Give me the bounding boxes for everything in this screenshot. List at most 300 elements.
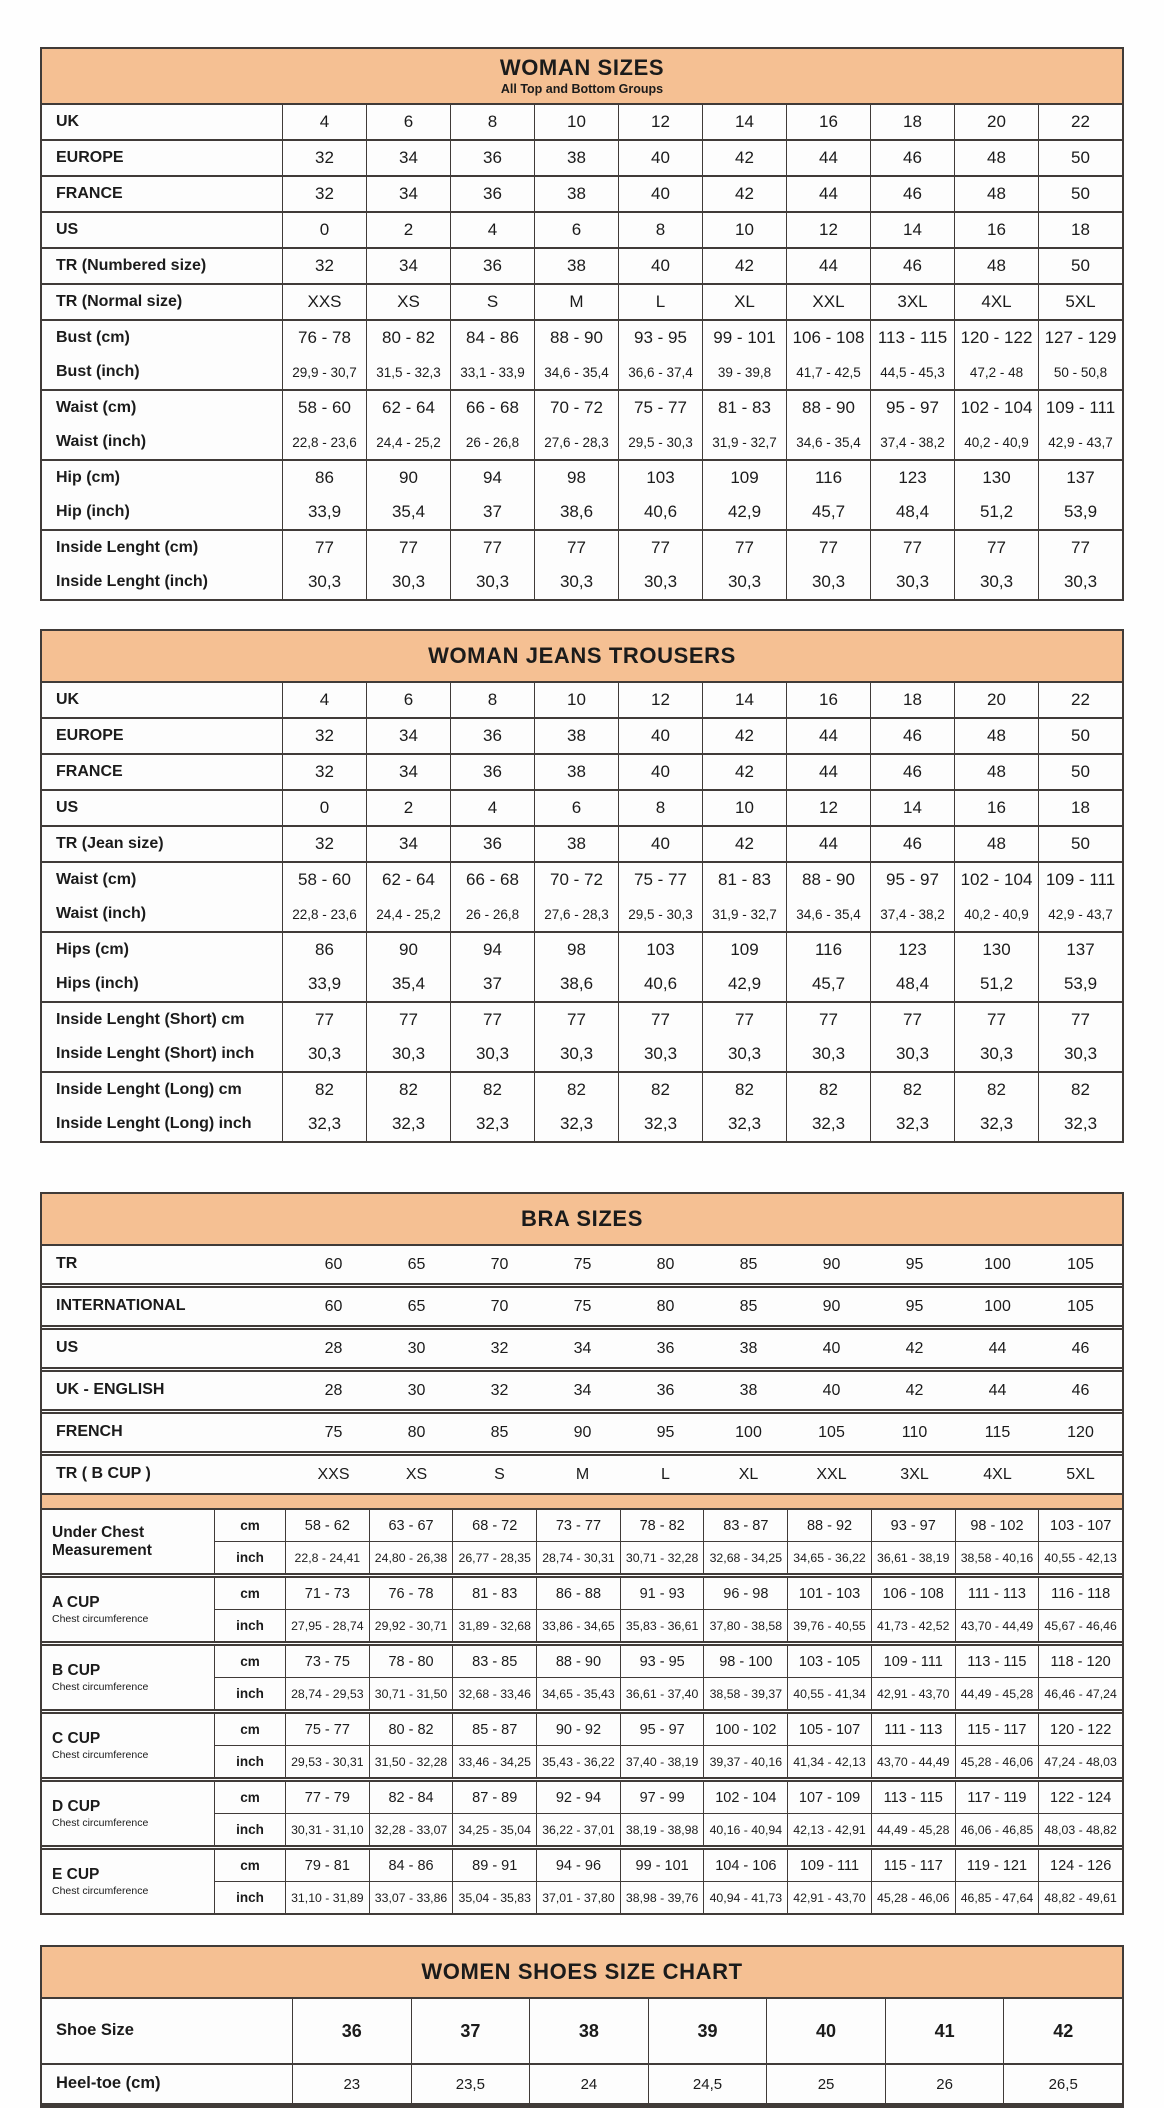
table-cell: 77 [870,1003,954,1037]
table-cell: 86 [282,461,366,495]
table-cell: 36 [292,1999,411,2063]
table-cell: 82 [702,1073,786,1107]
table-row [215,1813,1122,1845]
table-cell: 111 - 113 [871,1714,955,1745]
table-cell: 48 [954,755,1038,789]
table-cell: 107 - 109 [787,1782,871,1813]
table-cell: 42 [702,719,786,753]
table-cell: 34 [366,177,450,211]
table-cell: 77 [870,531,954,565]
table-cell: 50 [1038,141,1122,175]
table-cell: 27,95 - 28,74 [285,1610,369,1641]
table-cell: 45,67 - 46,46 [1038,1610,1122,1641]
table-cell: 23,5 [411,2065,530,2103]
row-group [42,1283,1122,1325]
table-cell: 32,3 [870,1107,954,1141]
table-cell: 32,68 - 34,25 [703,1542,787,1573]
row-group [42,931,1122,1001]
table-cell: 30,3 [702,1037,786,1071]
row-group [42,105,1122,139]
table-cell: 38 [534,249,618,283]
table-cell: 48 [954,827,1038,861]
table-cell: 41,73 - 42,52 [871,1610,955,1641]
row-label: US [56,220,79,238]
row-group [42,211,1122,247]
table-cell: 29,9 - 30,7 [282,355,366,389]
table-cell: 30,3 [534,1037,618,1071]
table-cell: 116 [786,461,870,495]
table-cell: 120 - 122 [1038,1714,1122,1745]
row-group [42,1510,1122,1573]
row-label: Heel-toe (cm) [56,2074,161,2093]
row-label: EUROPE [56,148,124,166]
unit-label: inch [236,1618,264,1633]
row-label: Inside Lenght (Long) inch [56,1114,252,1132]
table-cell: 30,3 [1038,1037,1122,1071]
table-cell: 34,6 - 35,4 [786,425,870,459]
table-row [42,1003,1122,1037]
table-cell: 40 [822,1381,841,1399]
table-cell: 98 - 102 [955,1510,1039,1541]
row-label: UK - ENGLISH [56,1381,165,1399]
table-cell: 31,5 - 32,3 [366,355,450,389]
table-cell: 106 - 108 [786,321,870,355]
row-group [42,529,1122,599]
table-cell: 86 [282,933,366,967]
table-cell: 82 [1038,1073,1122,1107]
table-cell: 77 [1038,531,1122,565]
table-cell: 68 - 72 [452,1510,536,1541]
table-cell: 97 - 99 [620,1782,704,1813]
table-row [42,827,1122,861]
woman-sizes-title: WOMAN SIZES [499,55,665,80]
table-cell: 24 [529,2065,648,2103]
table-cell: 40,94 - 41,73 [703,1882,787,1913]
table-cell: 48,4 [870,967,954,1001]
table-cell: 24,80 - 26,38 [369,1542,453,1573]
woman-sizes-header [42,49,1122,105]
row-sublabel-text: Chest circumference [52,1749,149,1762]
table-cell: 90 [366,461,450,495]
table-cell: 10 [702,213,786,247]
table-cell: 30,3 [534,565,618,599]
table-cell: 35,43 - 36,22 [536,1746,620,1777]
row-label: Waist (inch) [56,904,147,922]
table-cell: 80 - 82 [366,321,450,355]
table-cell: 40,2 - 40,9 [954,897,1038,931]
table-cell: 38,58 - 40,16 [955,1542,1039,1573]
table-row [42,897,1122,931]
row-label: FRANCE [56,184,123,202]
table-row [42,177,1122,211]
table-cell: 116 - 118 [1038,1578,1122,1609]
table-cell: 24,4 - 25,2 [366,425,450,459]
row-label: UK [56,112,80,130]
table-cell: 77 [786,531,870,565]
table-cell: 31,50 - 32,28 [369,1746,453,1777]
row-group [42,175,1122,211]
table-cell: 123 [870,933,954,967]
row-label: FRENCH [56,1423,123,1441]
table-cell: 103 [618,461,702,495]
table-cell: 44,49 - 45,28 [955,1678,1039,1709]
row-group [42,319,1122,389]
table-cell: 100 [735,1423,762,1441]
table-cell: 34,25 - 35,04 [452,1814,536,1845]
row-label [42,1850,215,1913]
table-cell: 30,3 [618,565,702,599]
unit-label: inch [236,1754,264,1769]
table-cell: 30,3 [870,565,954,599]
table-cell: 39 [648,1999,767,2063]
table-cell: 27,6 - 28,3 [534,425,618,459]
table-cell: 89 - 91 [452,1850,536,1881]
table-cell: 37,4 - 38,2 [870,425,954,459]
jeans-trousers-title: WOMAN JEANS TROUSERS [428,643,736,668]
row-label: TR (Normal size) [56,292,183,310]
row-sublabel-text: Chest circumference [52,1817,149,1830]
table-cell: 46 [870,827,954,861]
table-cell: 45,7 [786,495,870,529]
row-group [42,389,1122,459]
table-cell: 50 [1038,827,1122,861]
table-cell: 71 - 73 [285,1578,369,1609]
row-subrows [215,1578,1122,1641]
table-cell: 40 [618,141,702,175]
table-cell: 36 [450,827,534,861]
table-cell: 20 [954,105,1038,139]
table-cell: 82 [366,1073,450,1107]
table-cell: 44 [786,249,870,283]
table-cell: 14 [702,105,786,139]
table-cell: 32 [282,755,366,789]
table-cell: 76 - 78 [369,1578,453,1609]
table-cell: 0 [282,213,366,247]
table-cell: XL [702,285,786,319]
unit-label: cm [240,1654,260,1669]
table-cell: 10 [534,105,618,139]
table-cell: 40,6 [618,967,702,1001]
table-cell: 29,5 - 30,3 [618,897,702,931]
table-cell: 33,9 [282,495,366,529]
table-cell: 92 - 94 [536,1782,620,1813]
table-cell: 40,55 - 42,13 [1038,1542,1122,1573]
table-cell: 31,9 - 32,7 [702,897,786,931]
row-label: TR [56,1255,78,1273]
table-row [42,683,1122,717]
table-cell: 38 [534,755,618,789]
table-cell: 33,07 - 33,86 [369,1882,453,1913]
table-cell: 120 - 122 [954,321,1038,355]
table-cell: 32,3 [450,1107,534,1141]
table-cell: 3XL [900,1465,929,1483]
table-cell: 16 [786,683,870,717]
table-cell: 75 [573,1255,592,1273]
table-cell: 48 [954,719,1038,753]
row-label: EUROPE [56,726,124,744]
table-cell: 26 - 26,8 [450,425,534,459]
table-cell: 32 [282,827,366,861]
table-cell: 30,3 [366,1037,450,1071]
table-cell: 30,3 [282,565,366,599]
woman-sizes-body [42,105,1122,599]
table-cell: 33,1 - 33,9 [450,355,534,389]
table-cell: S [494,1465,505,1483]
table-cell: 4XL [983,1465,1012,1483]
table-cell: 34 [366,249,450,283]
table-row [42,1330,1122,1367]
table-cell: 77 [366,1003,450,1037]
table-cell: 83 - 87 [703,1510,787,1541]
row-label [42,1714,215,1777]
table-cell: 109 [702,461,786,495]
table-cell: 30,3 [618,1037,702,1071]
table-cell: 76 - 78 [282,321,366,355]
table-cell: 30,71 - 31,50 [369,1678,453,1709]
table-cell: 28 [324,1381,343,1399]
table-cell: 18 [1038,791,1122,825]
table-cell: 45,7 [786,967,870,1001]
table-row [42,1999,1122,2063]
table-cell: 34,65 - 35,43 [536,1678,620,1709]
table-cell: 73 - 75 [285,1646,369,1677]
table-cell: 46 [1071,1339,1090,1357]
table-cell: 110 [901,1423,928,1441]
table-cell: 80 [656,1255,675,1273]
table-cell: 88 - 90 [786,391,870,425]
table-cell: 58 - 60 [282,391,366,425]
row-subrows [215,1646,1122,1709]
row-label: Shoe Size [56,2021,134,2040]
table-cell: 36 [656,1381,675,1399]
table-cell: 82 [870,1073,954,1107]
table-cell: 85 [490,1423,509,1441]
table-cell: 98 [534,933,618,967]
unit-label: cm [240,1722,260,1737]
woman-sizes-subtitle: All Top and Bottom Groups [500,82,664,96]
table-cell: 94 [450,933,534,967]
table-cell: 35,04 - 35,83 [452,1882,536,1913]
row-label: Hips (inch) [56,974,139,992]
table-cell: 80 [407,1423,426,1441]
table-cell: 30,3 [786,1037,870,1071]
shoes-size-header [42,1947,1122,1999]
table-cell: 43,70 - 44,49 [871,1746,955,1777]
row-group [42,283,1122,319]
table-cell: 88 - 90 [534,321,618,355]
table-cell: 8 [450,683,534,717]
table-cell: 109 - 111 [1038,863,1122,897]
table-cell: 90 [822,1297,841,1315]
table-cell: 51,2 [954,495,1038,529]
shoes-size-body [42,1999,1122,2103]
table-cell: 14 [870,213,954,247]
table-cell: 40,6 [618,495,702,529]
table-cell: 40 [618,827,702,861]
table-cell: 77 [534,1003,618,1037]
table-cell: 22 [1038,105,1122,139]
table-cell: 46,06 - 46,85 [955,1814,1039,1845]
table-cell: 99 - 101 [702,321,786,355]
table-cell: 50 [1038,755,1122,789]
row-group [42,1641,1122,1709]
table-cell: 36 [450,141,534,175]
table-cell: 75 - 77 [618,391,702,425]
table-cell: 115 - 117 [955,1714,1039,1745]
table-cell: 35,4 [366,495,450,529]
table-cell: 30,3 [282,1037,366,1071]
table-cell: 77 [786,1003,870,1037]
table-cell: 130 [954,461,1038,495]
table-cell: 42 [905,1339,924,1357]
table-cell: 36,6 - 37,4 [618,355,702,389]
table-cell: XXL [816,1465,847,1483]
table-cell: 95 [905,1255,924,1273]
table-cell: 86 - 88 [536,1578,620,1609]
table-cell: 2 [366,791,450,825]
table-cell: 44 [786,827,870,861]
table-cell: 119 - 121 [955,1850,1039,1881]
table-cell: 42,9 - 43,7 [1038,425,1122,459]
table-cell: 6 [366,105,450,139]
table-cell: 30,3 [954,1037,1038,1071]
table-cell: 46 [870,177,954,211]
table-cell: 102 - 104 [954,863,1038,897]
table-cell: 4 [450,791,534,825]
table-cell: 44 [786,719,870,753]
table-cell: 41,34 - 42,13 [787,1746,871,1777]
table-cell: 137 [1038,461,1122,495]
table-cell: 38,58 - 39,37 [703,1678,787,1709]
table-cell: 42,91 - 43,70 [871,1678,955,1709]
table-cell: 30,3 [786,565,870,599]
unit-label: inch [236,1686,264,1701]
table-cell: 3XL [870,285,954,319]
table-cell: 50 [1038,249,1122,283]
row-sublabel-text: Chest circumference [52,1681,149,1694]
row-label [42,1646,215,1709]
unit-label: cm [240,1518,260,1533]
table-cell: 100 [984,1255,1011,1273]
table-cell: 48 [954,141,1038,175]
table-row [42,967,1122,1001]
table-row [42,461,1122,495]
table-cell: 23 [292,2065,411,2103]
row-subrows [215,1850,1122,1913]
table-cell: 113 - 115 [955,1646,1039,1677]
table-cell: 77 [282,531,366,565]
table-row [215,1782,1122,1813]
table-cell: 4 [450,213,534,247]
table-cell: 82 [954,1073,1038,1107]
row-group [42,1071,1122,1141]
table-cell: 36 [450,755,534,789]
row-group [42,825,1122,861]
table-cell: 37 [411,1999,530,2063]
row-label: Hips (cm) [56,940,129,958]
table-cell: 40,55 - 41,34 [787,1678,871,1709]
table-cell: 18 [1038,213,1122,247]
table-cell: 32,3 [534,1107,618,1141]
table-cell: 88 - 90 [536,1646,620,1677]
table-cell: 4 [282,683,366,717]
table-cell: 35,4 [366,967,450,1001]
table-cell: 10 [702,791,786,825]
table-cell: 115 [984,1423,1011,1441]
row-label: UK [56,690,80,708]
table-cell: 30,3 [366,565,450,599]
table-cell: 31,89 - 32,68 [452,1610,536,1641]
row-label: Hip (cm) [56,468,120,486]
table-row [42,1037,1122,1071]
table-cell: 82 [786,1073,870,1107]
table-cell: 44,49 - 45,28 [871,1814,955,1845]
row-group [42,1709,1122,1777]
table-cell: 118 - 120 [1038,1646,1122,1677]
table-cell: 38,19 - 38,98 [620,1814,704,1845]
table-row [215,1578,1122,1609]
row-group [42,789,1122,825]
table-cell: 38 [739,1381,758,1399]
table-cell: 50 [1038,177,1122,211]
table-cell: S [450,285,534,319]
table-cell: 37,80 - 38,58 [703,1610,787,1641]
table-cell: 42 [702,249,786,283]
table-cell: 90 - 92 [536,1714,620,1745]
table-cell: 32,3 [702,1107,786,1141]
unit-label: cm [240,1586,260,1601]
table-row [42,2065,1122,2103]
table-cell: 113 - 115 [870,321,954,355]
row-label: Bust (cm) [56,328,130,346]
table-cell: 14 [870,791,954,825]
table-cell: 66 - 68 [450,391,534,425]
row-subrows [215,1510,1122,1573]
table-cell: 83 - 85 [452,1646,536,1677]
table-cell: 45,28 - 46,06 [955,1746,1039,1777]
table-cell: 44 [786,141,870,175]
row-sublabel-text: Chest circumference [52,1613,149,1626]
table-cell: 12 [618,683,702,717]
table-cell: 37 [450,967,534,1001]
row-group [42,2063,1122,2103]
table-row [42,1073,1122,1107]
table-cell: 106 - 108 [871,1578,955,1609]
table-row [42,213,1122,247]
table-cell: 29,53 - 30,31 [285,1746,369,1777]
row-label-text: Under Chest Measurement [52,1524,152,1559]
row-group [42,1246,1122,1283]
row-label: Waist (inch) [56,432,147,450]
table-cell: 105 [1067,1297,1094,1315]
table-cell: 34 [366,719,450,753]
table-row [42,321,1122,355]
table-cell: 34,6 - 35,4 [786,897,870,931]
table-cell: 38 [534,141,618,175]
bra-cup-body [42,1510,1122,1913]
unit-label: cm [240,1790,260,1805]
table-cell: 40 [618,719,702,753]
row-label: Inside Lenght (Short) cm [56,1010,245,1028]
row-group [42,459,1122,529]
table-cell: 36 [450,719,534,753]
table-cell: 77 [282,1003,366,1037]
table-row [42,1372,1122,1409]
table-cell: 46,85 - 47,64 [955,1882,1039,1913]
table-cell: 82 [618,1073,702,1107]
table-cell: 6 [534,791,618,825]
table-cell: 36 [656,1339,675,1357]
